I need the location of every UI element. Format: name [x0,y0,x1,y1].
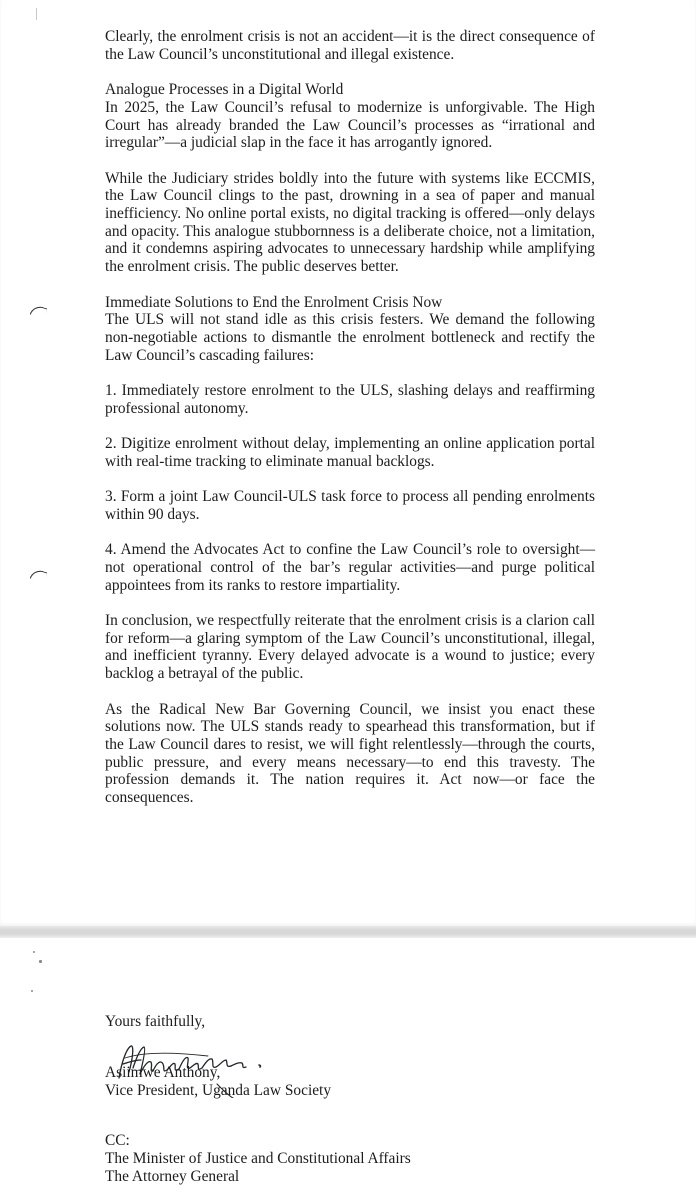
paragraph-refusal-to-modernize: In 2025, the Law Council’s refusal to modernize is unforgivable. The High Court has already branded the Law Council’s processes as “irrational and irregular”—a judicial slap in the face it has arrogantly ignored. [105,98,595,152]
cc-recipient: The Attorney General [105,1168,240,1185]
paragraph-uls-demands-intro: The ULS will not stand idle as this crisis festers. We demand the following non-negotiable actions to dismantle the enrolment bottleneck and rectify the Law Council’s cascading failures: [105,311,595,364]
letter-page-2 [0,938,696,1200]
heading-analogue-processes: Analogue Processes in a Digital World [105,81,344,99]
cc-block [105,1132,411,1186]
closing-salutation: Yours faithfully, [105,1013,206,1030]
paragraph-judiciary-eccmis: While the Judiciary strides boldly into the future with systems like ECCMIS, the Law Council clings to the past, drowning in a sea of paper and manual inefficiency. No online portal exists, no digital tracking is offered—only delays and opacity. This analogue stubbornness is a deliberate choice, not a limitation, and it condemns aspiring advocates to unnecessary hardship while amplifying the enrolment crisis. The public deserves better. [105,169,595,276]
page-break [0,926,696,938]
paper-speck [33,951,35,953]
signatory-name: Asiimwe Anthony, [105,1064,221,1081]
demand-item: 3. Form a joint Law Council-ULS task force to process all pending enrolments within 90 days. [105,488,595,523]
punch-hole-mark [30,568,48,583]
paper-speck [31,990,33,992]
signatory-block [105,1064,331,1100]
demand-item: 1. Immediately restore enrolment to the ULS, slashing delays and reaffirming professional autonomy. [105,382,595,417]
heading-immediate-solutions: Immediate Solutions to End the Enrolment Crisis Now [105,293,443,311]
cc-recipient: The Minister of Justice and Constitutional Affairs [105,1150,411,1167]
paragraph-final-demand: As the Radical New Bar Governing Council, we insist you enact these solutions now. The ULS stands ready to spearhead this transformation, but if the Law Council dares to resist, we will fight relentlessly—through the courts, public pressure, and every means necessary—to end this travesty. The profession demands it. The nation requires it. Act now—or face the consequences. [105,700,595,807]
demand-item: 4. Amend the Advocates Act to confine the Law Council’s role to oversight—not operational control of the bar’s regular activities—and purge political appointees from its ranks to restore impartiality. [105,541,595,594]
paragraph-enrolment-crisis: Clearly, the enrolment crisis is not an accident—it is the direct consequence of the Law Council’s unconstitutional and illegal existence. [105,28,595,63]
demand-item: 2. Digitize enrolment without delay, implementing an online application portal with real-time tracking to eliminate manual backlogs. [105,435,595,470]
signatory-title: Vice President, Uganda Law Society [105,1082,332,1099]
cc-label: CC: [105,1132,130,1149]
page-edge-mark [36,8,41,20]
paragraph-conclusion: In conclusion, we respectfully reiterate that the enrolment crisis is a clarion call for reform—a glaring symptom of the Law Council’s unconstitutional, illegal, and inefficient tyranny. Every delayed advocate is a wound to justice; every backlog a betrayal of the public. [105,612,595,683]
punch-hole-mark [30,304,48,319]
letter-body [105,28,595,824]
paper-speck [39,960,42,963]
